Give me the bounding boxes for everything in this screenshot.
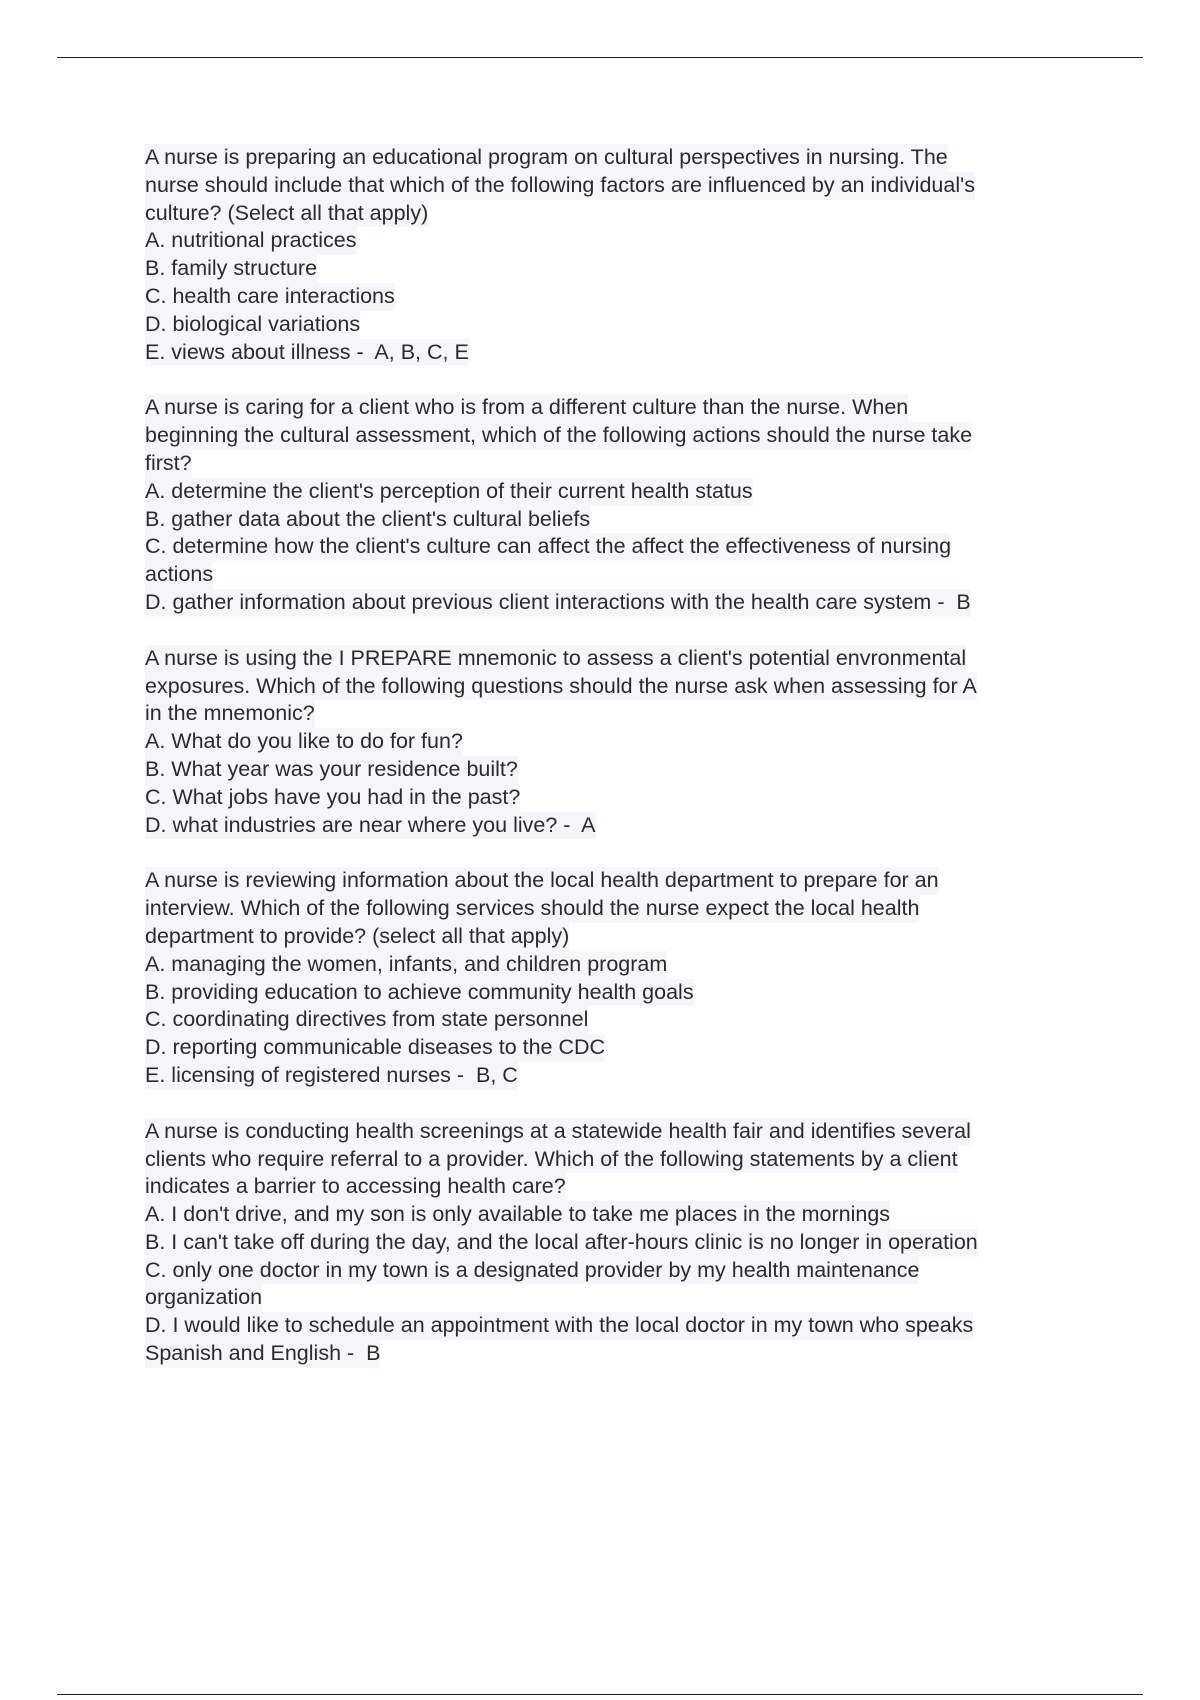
document-body xyxy=(145,144,1090,1396)
question-stem-line: culture? (Select all that apply) xyxy=(145,200,428,228)
question-3 xyxy=(145,645,1090,840)
question-1 xyxy=(145,144,1090,366)
question-stem-line: exposures. Which of the following questions should the nurse ask when assessing for A xyxy=(145,673,977,701)
question-2 xyxy=(145,394,1090,616)
question-stem-line: department to provide? (select all that apply) xyxy=(145,923,569,951)
question-stem-line: A nurse is caring for a client who is from a different culture than the nurse. When xyxy=(145,394,908,422)
answer-option: A. I don't drive, and my son is only available to take me places in the mornings xyxy=(145,1201,890,1229)
answer-option: A. What do you like to do for fun? xyxy=(145,728,463,756)
answer-option: C. only one doctor in my town is a designated provider by my health maintenance xyxy=(145,1257,919,1285)
question-stem-line: A nurse is reviewing information about the local health department to prepare for an xyxy=(145,867,939,895)
answer-option: B. gather data about the client's cultural beliefs xyxy=(145,506,590,534)
answer-option: C. health care interactions xyxy=(145,283,395,311)
bottom-divider xyxy=(57,1694,1143,1695)
answer-option-with-key: D. what industries are near where you live? - A xyxy=(145,812,596,840)
answer-option: B. providing education to achieve community health goals xyxy=(145,979,694,1007)
answer-option: B. What year was your residence built? xyxy=(145,756,518,784)
answer-option: B. family structure xyxy=(145,255,317,283)
answer-option: D. reporting communicable diseases to the CDC xyxy=(145,1034,605,1062)
answer-option: C. determine how the client's culture can affect the affect the effectiveness of nursing xyxy=(145,533,951,561)
answer-option-with-key: D. gather information about previous client interactions with the health care system - B xyxy=(145,589,971,617)
answer-option: D. biological variations xyxy=(145,311,360,339)
question-4 xyxy=(145,867,1090,1089)
answer-option: A. managing the women, infants, and children program xyxy=(145,951,667,979)
question-stem-line: in the mnemonic? xyxy=(145,700,315,728)
answer-option: D. I would like to schedule an appointment with the local doctor in my town who speaks xyxy=(145,1312,973,1340)
answer-option: B. I can't take off during the day, and the local after-hours clinic is no longer in operation xyxy=(145,1229,978,1257)
question-stem-line: A nurse is conducting health screenings at a statewide health fair and identifies several xyxy=(145,1118,971,1146)
question-stem-line: beginning the cultural assessment, which of the following actions should the nurse take xyxy=(145,422,972,450)
answer-option: C. What jobs have you had in the past? xyxy=(145,784,520,812)
question-stem-line: A nurse is using the I PREPARE mnemonic to assess a client's potential envronmental xyxy=(145,645,966,673)
question-stem-line: first? xyxy=(145,450,192,478)
question-stem-line: nurse should include that which of the following factors are influenced by an individual's xyxy=(145,172,975,200)
answer-option-with-key: E. views about illness - A, B, C, E xyxy=(145,339,469,367)
answer-option-with-key: Spanish and English - B xyxy=(145,1340,380,1368)
answer-option: C. coordinating directives from state personnel xyxy=(145,1006,588,1034)
question-stem-line: A nurse is preparing an educational program on cultural perspectives in nursing. The xyxy=(145,144,948,172)
question-stem-line: clients who require referral to a provider. Which of the following statements by a client xyxy=(145,1146,958,1174)
answer-option: organization xyxy=(145,1284,262,1312)
question-stem-line: interview. Which of the following services should the nurse expect the local health xyxy=(145,895,919,923)
question-5 xyxy=(145,1118,1090,1368)
top-divider xyxy=(57,57,1143,58)
question-stem-line: indicates a barrier to accessing health care? xyxy=(145,1173,566,1201)
answer-option: A. determine the client's perception of their current health status xyxy=(145,478,753,506)
answer-option: A. nutritional practices xyxy=(145,227,357,255)
answer-option-with-key: E. licensing of registered nurses - B, C xyxy=(145,1062,518,1090)
answer-option: actions xyxy=(145,561,213,589)
